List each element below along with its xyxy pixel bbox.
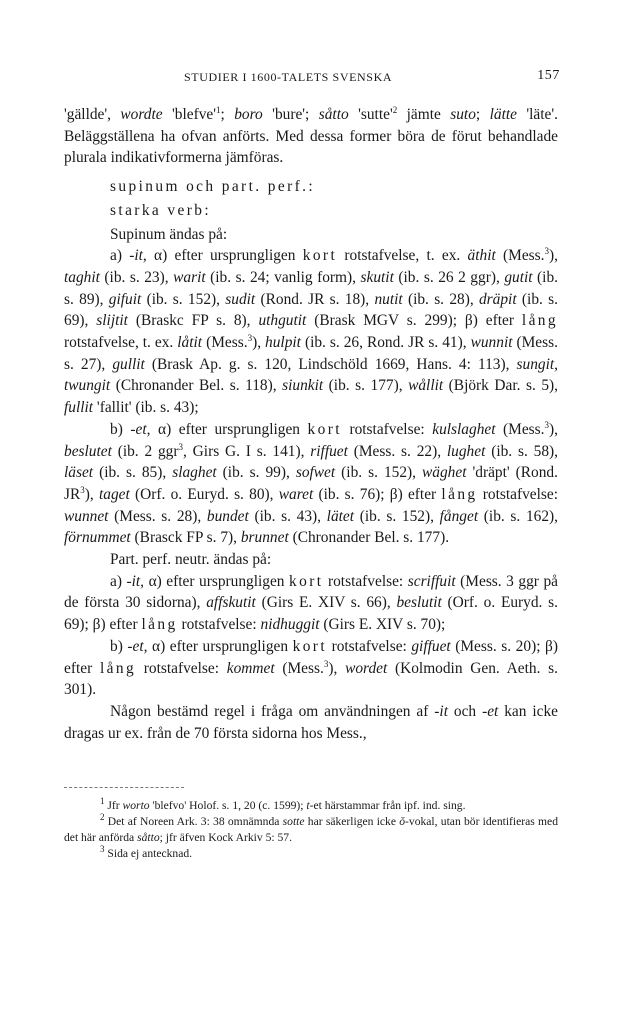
paragraph-supinum: Supinum ändas på:: [110, 225, 228, 243]
footnote-2: $^2$ Det af Noreen Ark. 3: 38 omnämnda sotte har säkerligen icke ŏ-vokal, utan bör identifieras med det här anförda såtto; jfr äfven Kock Arkiv 5: 57.: [64, 812, 558, 844]
section-heading-starka-verb: starka verb:: [110, 201, 212, 219]
footnote-1: $^1$ Jfr worto 'blefvo' Holof. s. 1, 20 (c. 1599); t-et härstammar från ipf. ind. sing.: [100, 796, 466, 812]
footnote-3: $^3$ Sida ej antecknad.: [100, 844, 193, 860]
paragraph-closing: Någon bestämd regel i fråga om användningen af -it och -et kan icke dragas ur ex. från de 70 första sidorna hos Mess.,: [64, 702, 558, 742]
footnotes: [64, 798, 558, 862]
paragraph-part-perf: Part. perf. neutr. ändas på:: [110, 551, 272, 569]
paragraph-intro: 'gällde', wordte '$blefve'^1$; boro 'bure'; såtto '$sutte'^2$ jämte suto; lätte 'läte'. Beläggställena ha ofvan anförts. Med dessa former böra de förut behandlade plurala indikativformerna jämföras.: [64, 104, 558, 167]
paragraph-supinum-a: a) -it, α) efter ursprungligen kort rotstafvelse, t. ex. äthit (Mess.$^3$), taghit (ib. s. 23), warit (ib. s. 24; vanlig form), skutit (ib. s. 26 2 ggr), gutit (ib. s. 89), gifuit (ib. s. 152), sudit (Rond. JR s. 18), nutit (ib. s. 28), dräpit (ib. s. 69), slijtit (Braskc FP s. 8), uthgutit (Brask MGV s. 299); β) efter lång rotstafvelse, t. ex. låtit (Mess.$^3$), hulpit (ib. s. 26, Rond. JR s. 41), wunnit (Mess. s. 27), gullit (Brask Ap. g. s. 120, Lindschöld 1669, Hans. 4: 113), sungit, twungit (Chronander Bel. s. 118), siunkit (ib. s. 177), wållit (Björk Dar. s. 5), fullit 'fallit' (ib. s. 43);: [64, 246, 559, 417]
main-text: [64, 104, 558, 744]
running-title: STUDIER I 1600-TALETS SVENSKA: [184, 70, 393, 84]
footnote-divider: [64, 787, 184, 788]
section-heading-supinum: supinum och part. perf.:: [110, 178, 316, 196]
paragraph-part-a: a) -it, α) efter ursprungligen kort rotstafvelse: scriffuit (Mess. 3 ggr på de första 30 sidorna), affskutit (Girs E. XIV s. 66), beslutit (Orf. o. Euryd. s. 69); β) efter lång rotstafvelse: nidhuggit (Girs E. XIV s. 70);: [64, 572, 558, 634]
paragraph-part-b: b) -et, α) efter ursprungligen kort rotstafvelse: giffuet (Mess. s. 20); β) efter lång rotstafvelse: kommet (Mess.$^3$), wordet (Kolmodin Gen. Aeth. s. 301).: [64, 637, 558, 699]
page-number: 157: [537, 68, 560, 83]
paragraph-supinum-b: b) -et, α) efter ursprungligen kort rotstafvelse: kulslaghet (Mess.$^3$), beslutet (ib. 2 ggr$^3$, Girs G. I s. 141), riffuet (Mess. s. 22), lughet (ib. s. 58), läset (ib. s. 85), slaghet (ib. s. 99), sofwet (ib. s. 152), wäghet 'dräpt' (Rond. $JR^3$), taget (Orf. o. Euryd. s. 80), waret (ib. s. 76); β) efter lång rotstafvelse: wunnet (Mess. s. 28), bundet (ib. s. 43), lätet (ib. s. 152), fånget (ib. s. 162), förnummet (Brasck FP s. 7), brunnet (Chronander Bel. s. 177).: [64, 419, 559, 547]
